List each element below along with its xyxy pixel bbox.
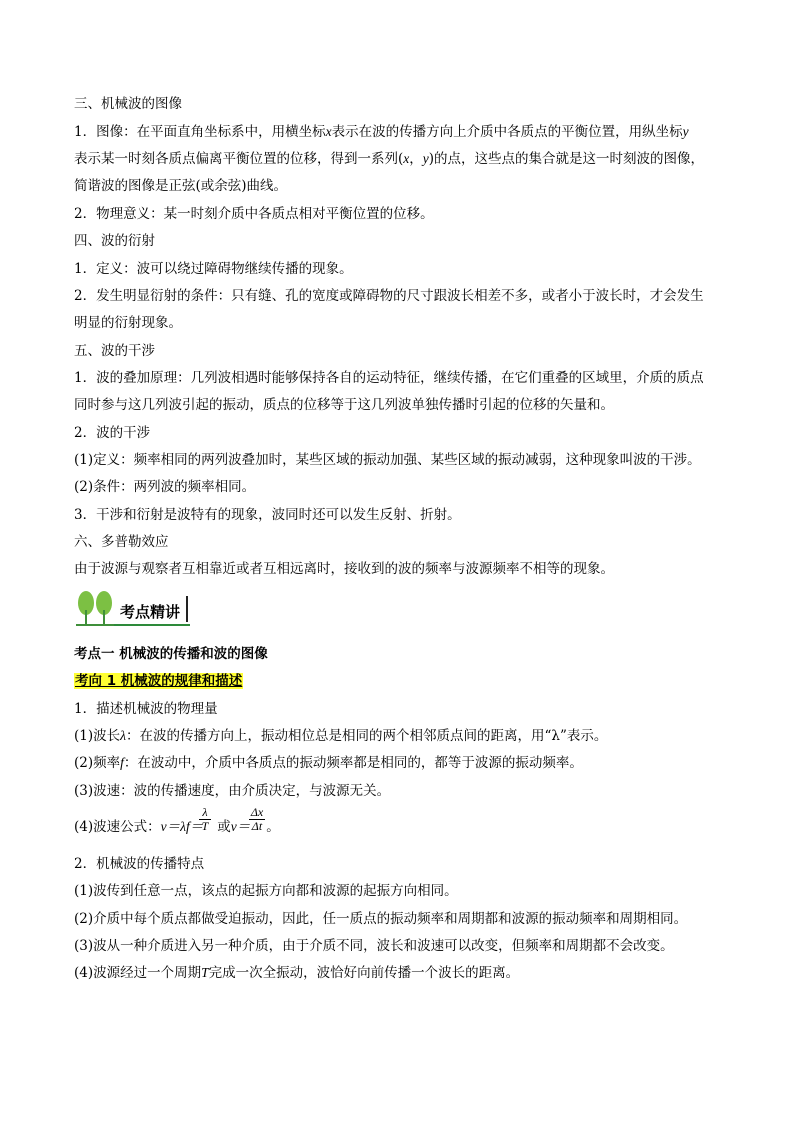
banner-title: 考点精讲 <box>120 603 181 621</box>
text-span: 表示某一时刻各质点偏离平衡位置的位移，得到一系列( <box>74 151 404 167</box>
paragraph-line: 1．定义：波可以绕过障碍物继续传播的现象。 <box>74 261 353 277</box>
banner-cursor-bar <box>186 596 188 622</box>
paragraph-line: 3．干涉和衍射是波特有的现象，波同时还可以发生反射、折射。 <box>74 507 461 523</box>
section-heading: 考点一 机械波的传播和波的图像 <box>74 646 268 662</box>
paragraph-line: 2．物理意义：某一时刻介质中各质点相对平衡位置的位移。 <box>74 206 434 222</box>
paragraph-line: 2．机械波的传播特点 <box>74 856 205 872</box>
math-x: x <box>403 151 410 166</box>
paragraph-line: 1．描述机械波的物理量 <box>74 701 218 717</box>
paragraph-line: 明显的衍射现象。 <box>74 315 182 331</box>
paragraph-line: (1)波传到任意一点，该点的起振方向都和波源的起振方向相同。 <box>74 883 458 899</box>
paragraph-line: 2．波的干涉 <box>74 425 151 441</box>
highlighted-subheading: 考向 1 机械波的规律和描述 <box>75 673 243 689</box>
heading-diffraction: 四、波的衍射 <box>74 233 155 249</box>
text-span: (2)频率 <box>74 755 121 771</box>
paragraph-line: (1)定义：频率相同的两列波叠加时，某些区域的振动加强、某些区域的振动减弱，这种现象叫波的干涉。 <box>74 452 701 468</box>
text-span: ：在波的传播方向上，振动相位总是相同的两个相邻质点间的距离，用“λ”表示。 <box>125 728 608 744</box>
paragraph-line: (3)波从一种介质进入另一种介质，由于介质不同，波长和波速可以改变，但频率和周期都不会改变。 <box>74 938 674 954</box>
text-span: 表示在波的传播方向上介质中各质点的平衡位置，用纵坐标 <box>331 124 683 140</box>
text-span: (1)波长 <box>74 728 121 744</box>
frac-numerator: Δx <box>250 805 264 819</box>
text-span: 或 <box>217 819 231 835</box>
math-v: v <box>160 819 167 834</box>
paragraph-line: (2)介质中每个质点都做受迫振动，因此，任一质点的振动频率和周期都和波源的振动频率和周期相同。 <box>74 911 688 927</box>
paragraph-line <box>74 150 704 168</box>
paragraph-line <box>74 123 689 141</box>
text-span: 完成一次全振动，波恰好向前传播一个波长的距离。 <box>208 965 520 981</box>
fraction-dx-over-dt <box>249 806 265 833</box>
math-lambda-f: ＝λf＝ <box>166 819 204 834</box>
text-span: (4)波源经过一个周期 <box>74 965 202 981</box>
text-span: )的点，这些点的集合就是这一时刻波的图像， <box>428 151 705 167</box>
math-y: y <box>422 151 429 166</box>
paragraph-line: 同时参与这几列波引起的振动，质点的位移等于这几列波单独传播时引起的位移的矢量和。 <box>74 397 614 413</box>
frac-denominator: T <box>199 819 211 833</box>
math-T: T <box>201 965 209 980</box>
text-span: (4)波速公式： <box>74 819 161 835</box>
heading-doppler: 六、多普勒效应 <box>74 534 169 550</box>
paragraph-line: 简谐波的图像是正弦(或余弦)曲线。 <box>74 178 288 194</box>
paragraph-line: 1．波的叠加原理：几列波相遇时能够保持各自的运动特征，继续传播，在它们重叠的区域里，介质的质点 <box>74 370 704 386</box>
paragraph-line <box>74 727 607 745</box>
section-banner <box>74 590 204 630</box>
frac-denominator: Δt <box>249 819 265 833</box>
text-span: ， <box>409 151 423 167</box>
fraction-lambda-over-T <box>199 806 211 833</box>
paragraph-line <box>74 754 583 772</box>
paragraph-line: 2．发生明显衍射的条件：只有缝、孔的宽度或障碍物的尺寸跟波长相差不多，或者小于波长时，才会发生 <box>74 288 704 304</box>
math-eq: ＝ <box>236 819 251 834</box>
text-span: 。 <box>266 819 280 835</box>
math-v: v <box>230 819 237 834</box>
math-y: y <box>682 124 689 139</box>
text-span: 1．图像：在平面直角坐标系中，用横坐标 <box>74 124 326 140</box>
frac-numerator: λ <box>202 805 208 819</box>
paragraph-line <box>74 964 519 982</box>
math-lambda: λ <box>120 728 126 743</box>
heading-waveform: 三、机械波的图像 <box>74 96 182 112</box>
tree-icon <box>74 590 116 628</box>
banner-underline <box>114 624 190 626</box>
highlight-line <box>74 672 243 690</box>
math-f: f <box>120 755 124 770</box>
paragraph-line: (2)条件：两列波的频率相同。 <box>74 479 256 495</box>
heading-interference: 五、波的干涉 <box>74 343 155 359</box>
paragraph-line: 由于波源与观察者互相靠近或者互相远离时，接收到的波的频率与波源频率不相等的现象。 <box>74 561 614 577</box>
math-x: x <box>325 124 332 139</box>
text-span: ：在波动中，介质中各质点的振动频率都是相同的，都等于波源的振动频率。 <box>123 755 583 771</box>
paragraph-line: (3)波速：波的传播速度，由介质决定，与波源无关。 <box>74 783 391 799</box>
